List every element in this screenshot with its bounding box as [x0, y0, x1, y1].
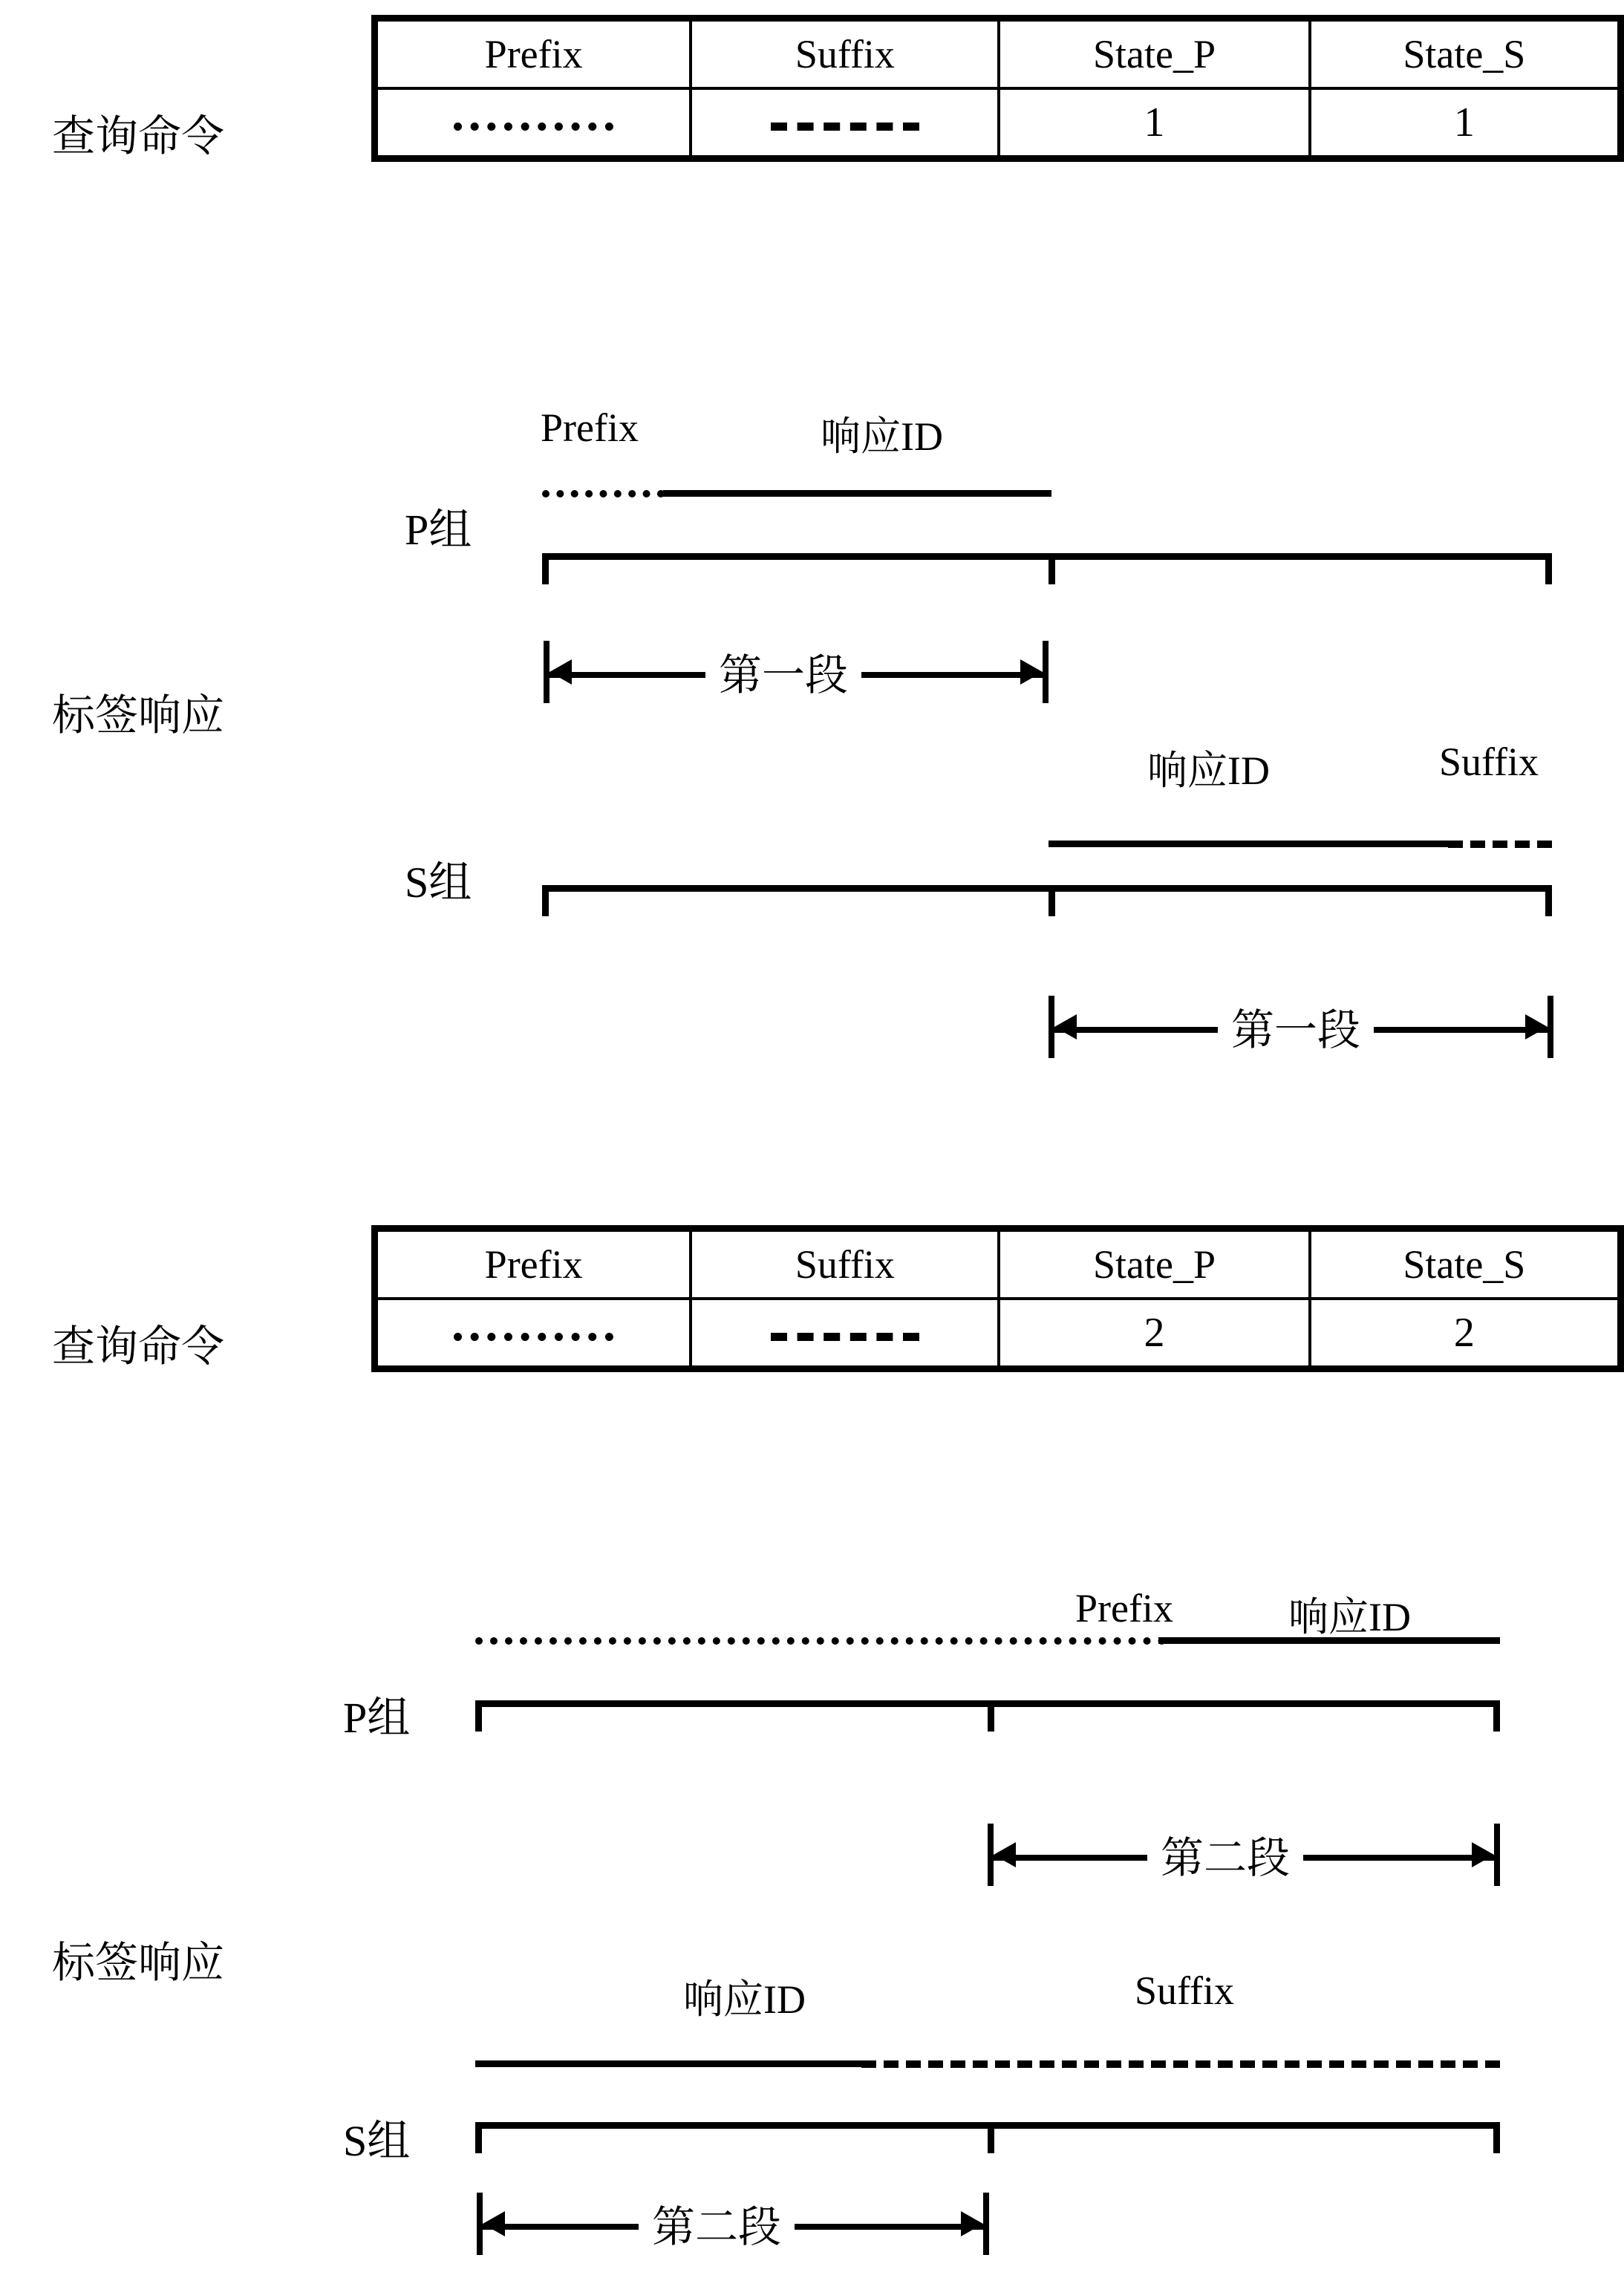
s1-s-suffix-label: Suffix [1439, 740, 1539, 784]
s2-s-response-id-segment [475, 2060, 865, 2067]
bracket-tick-left [475, 1700, 482, 1732]
table-cell-state-p: 1 [999, 88, 1309, 157]
s1-s-group-label: S组 [405, 858, 472, 907]
bracket-tick-right [1545, 553, 1552, 584]
query-command-table-1 [371, 15, 1624, 162]
dimension-stop-left [1049, 996, 1054, 1058]
s1-p-dimension-label: 第一段 [705, 640, 861, 702]
s2-s-suffix-segment [861, 2060, 1500, 2068]
dotted-line-mark [454, 123, 613, 131]
s1-p-response-id-segment [663, 490, 1051, 497]
s1-s-response-id-label: 响应ID [1147, 748, 1270, 793]
table-cell-prefix-mark [376, 1299, 691, 1367]
bracket-tick-mid [1049, 553, 1055, 584]
tag-response-label-1: 标签响应 [52, 691, 225, 740]
bracket-tick-mid [1049, 885, 1055, 916]
s1-p-response-id-label: 响应ID [821, 414, 943, 459]
s1-p-group-label: P组 [405, 506, 472, 554]
dimension-arrow-right [1525, 1014, 1548, 1040]
s2-p-dimension-label: 第二段 [1147, 1823, 1303, 1885]
s2-s-suffix-label: Suffix [1135, 1968, 1235, 2013]
bracket-bar [542, 885, 1552, 892]
dimension-stop-right [1494, 1824, 1500, 1886]
table-cell-suffix-mark [691, 88, 999, 157]
table-cell-state-s: 2 [1310, 1299, 1619, 1367]
table-header-state-p: State_P [999, 1230, 1309, 1299]
s1-p-prefix-label: Prefix [541, 405, 639, 450]
bracket-tick-mid [988, 2122, 994, 2153]
tag-response-label-2: 标签响应 [52, 1939, 225, 1987]
table-header-suffix: Suffix [691, 1230, 999, 1299]
dimension-stop-right [1043, 641, 1049, 703]
table-row [376, 88, 1619, 157]
dimension-arrow-left [1054, 1014, 1077, 1040]
s2-s-group-label: S组 [343, 2117, 411, 2165]
dimension-arrow-left [994, 1842, 1016, 1867]
query-command-label-1: 查询命令 [52, 112, 225, 160]
s1-s-dimension-label: 第一段 [1218, 995, 1374, 1057]
dimension-arrow-right [1472, 1842, 1494, 1867]
dimension-stop-left [988, 1824, 994, 1886]
dashed-line-mark [771, 123, 919, 131]
table-cell-state-p: 2 [999, 1299, 1309, 1367]
bracket-tick-left [542, 553, 549, 584]
s2-s-dimension-label: 第二段 [639, 2192, 795, 2254]
s2-p-group-label: P组 [343, 1694, 411, 1742]
table-cell-state-s: 1 [1310, 88, 1619, 157]
table-header-row [376, 20, 1619, 88]
dimension-stop-left [544, 641, 550, 703]
dashed-line-mark [771, 1333, 919, 1341]
table-header-state-p: State_P [999, 20, 1309, 88]
dimension-stop-right [983, 2193, 989, 2255]
bracket-bar [542, 553, 1552, 560]
s2-p-prefix-label: Prefix [1075, 1586, 1173, 1631]
bracket-tick-right [1493, 2122, 1500, 2153]
dimension-stop-left [477, 2193, 483, 2255]
table-header-row [376, 1230, 1619, 1299]
s1-s-response-id-segment [1049, 841, 1453, 847]
dimension-arrow-right [1020, 659, 1043, 685]
bracket-tick-right [1545, 885, 1552, 916]
s1-s-suffix-segment [1448, 841, 1552, 848]
dotted-line-mark [454, 1333, 613, 1341]
s2-p-prefix-segment [475, 1637, 1166, 1645]
dimension-arrow-right [961, 2211, 983, 2236]
table-row [376, 1299, 1619, 1367]
bracket-tick-left [542, 885, 549, 916]
table-header-state-s: State_S [1310, 1230, 1619, 1299]
table-header-suffix: Suffix [691, 20, 999, 88]
query-command-label-2: 查询命令 [52, 1322, 225, 1371]
bracket-tick-left [475, 2122, 482, 2153]
query-command-table-2 [371, 1225, 1624, 1372]
bracket-tick-mid [988, 1700, 994, 1732]
table-header-state-s: State_S [1310, 20, 1619, 88]
bracket-tick-right [1493, 1700, 1500, 1732]
dimension-stop-right [1548, 996, 1553, 1058]
dimension-arrow-left [483, 2211, 505, 2236]
s2-p-response-id-label: 响应ID [1288, 1595, 1411, 1639]
dimension-arrow-left [550, 659, 572, 685]
s2-p-response-id-segment [1158, 1637, 1500, 1644]
table-cell-prefix-mark [376, 88, 691, 157]
s1-p-prefix-segment [542, 490, 665, 497]
table-header-prefix: Prefix [376, 1230, 691, 1299]
table-cell-suffix-mark [691, 1299, 999, 1367]
table-header-prefix: Prefix [376, 20, 691, 88]
s2-s-response-id-label: 响应ID [683, 1977, 806, 2022]
